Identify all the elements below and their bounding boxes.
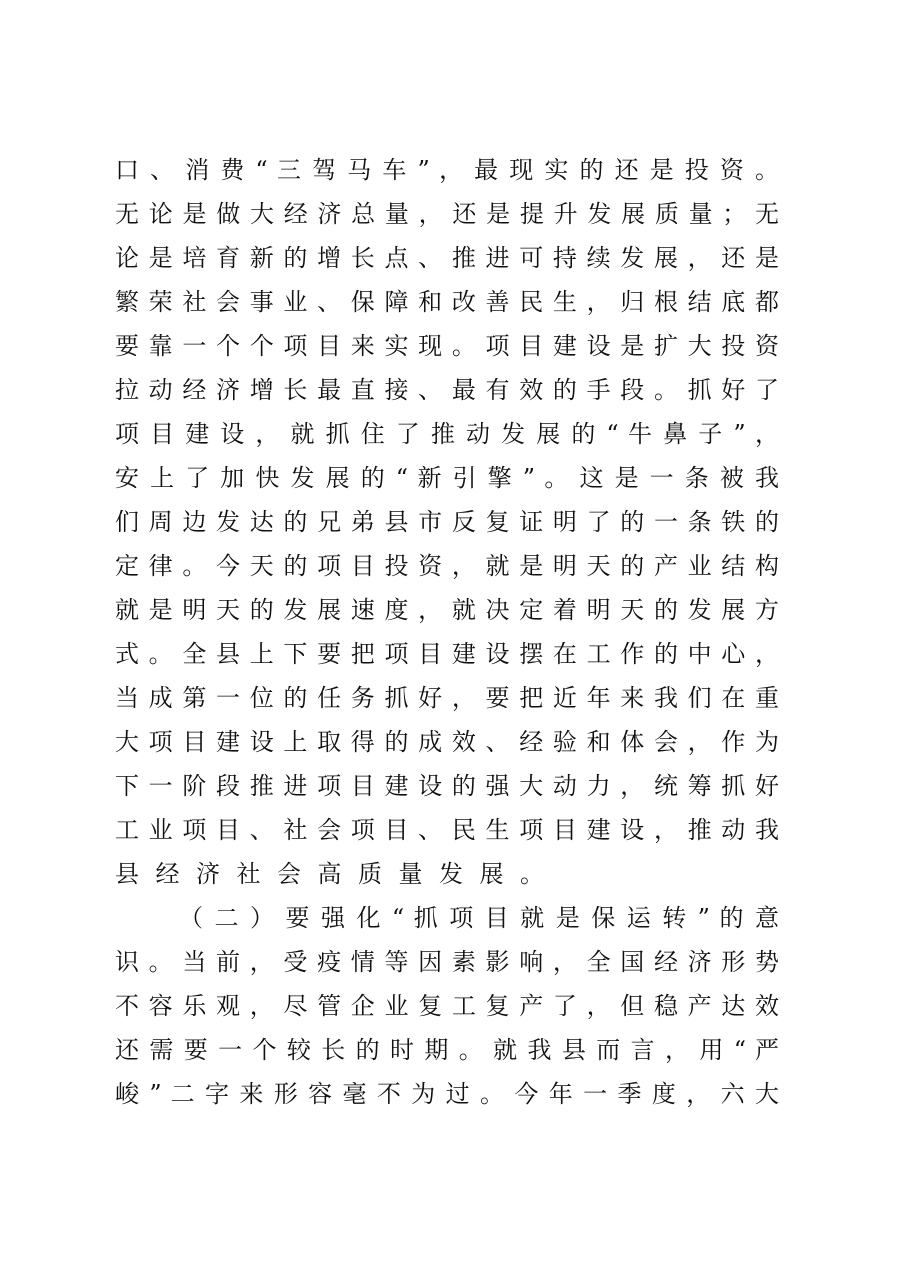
- text-line: 工 业 项 目 、 社 会 项 目 、 民 生 项 目 建 设 ， 推 动 我: [115, 816, 779, 844]
- text-line: 要 靠 一 个 个 项 目 来 实 现 。 项 目 建 设 是 扩 大 投 资: [115, 332, 779, 360]
- text-line: 不 容 乐 观 ， 尽 管 企 业 复 工 复 产 了 ， 但 稳 产 达 效: [115, 992, 779, 1020]
- text-line: 大 项 目 建 设 上 取 得 的 成 效 、 经 验 和 体 会 ， 作 为: [115, 728, 779, 756]
- text-line: 就 是 明 天 的 发 展 速 度 ， 就 决 定 着 明 天 的 发 展 方: [115, 596, 779, 624]
- text-line: 无 论 是 做 大 经 济 总 量 ， 还 是 提 升 发 展 质 量 ； 无: [115, 200, 779, 228]
- text-line: 下 一 阶 段 推 进 项 目 建 设 的 强 大 动 力 ， 统 筹 抓 好: [115, 772, 779, 800]
- text-line: 还 需 要 一 个 较 长 的 时 期 。 就 我 县 而 言 ， 用 “ 严: [115, 1036, 779, 1064]
- text-line: 繁 荣 社 会 事 业 、 保 障 和 改 善 民 生 ， 归 根 结 底 都: [115, 288, 779, 316]
- text-line: 论 是 培 育 新 的 增 长 点 、 推 进 可 持 续 发 展 ， 还 是: [115, 244, 779, 272]
- text-line: 峻 ” 二 字 来 形 容 毫 不 为 过 。 今 年 一 季 度 ， 六 大: [115, 1080, 779, 1108]
- text-line: 们 周 边 发 达 的 兄 弟 县 市 反 复 证 明 了 的 一 条 铁 的: [115, 508, 779, 536]
- section-heading-line: （ 二 ） 要 强 化 “ 抓 项 目 就 是 保 运 转 ” 的 意: [179, 904, 779, 932]
- text-line: 拉 动 经 济 增 长 最 直 接 、 最 有 效 的 手 段 。 抓 好 了: [115, 376, 779, 404]
- text-line: 当 成 第 一 位 的 任 务 抓 好 ， 要 把 近 年 来 我 们 在 重: [115, 684, 779, 712]
- text-line: 项 目 建 设 ， 就 抓 住 了 推 动 发 展 的 “ 牛 鼻 子 ” ，: [115, 420, 779, 448]
- text-line: 安 上 了 加 快 发 展 的 “ 新 引 擎 ” 。 这 是 一 条 被 我: [115, 464, 779, 492]
- text-line: 口 、 消 费 “ 三 驾 马 车 ” ， 最 现 实 的 还 是 投 资 。: [115, 156, 779, 184]
- text-line: 识 。 当 前 ， 受 疫 情 等 因 素 影 响 ， 全 国 经 济 形 势: [115, 948, 779, 976]
- paragraph-end-line: 县经济社会高质量发展。: [115, 860, 561, 888]
- document-body: [115, 148, 779, 1116]
- text-line: 式 。 全 县 上 下 要 把 项 目 建 设 摆 在 工 作 的 中 心 ，: [115, 640, 779, 668]
- text-line: 定 律 。 今 天 的 项 目 投 资 ， 就 是 明 天 的 产 业 结 构: [115, 552, 779, 580]
